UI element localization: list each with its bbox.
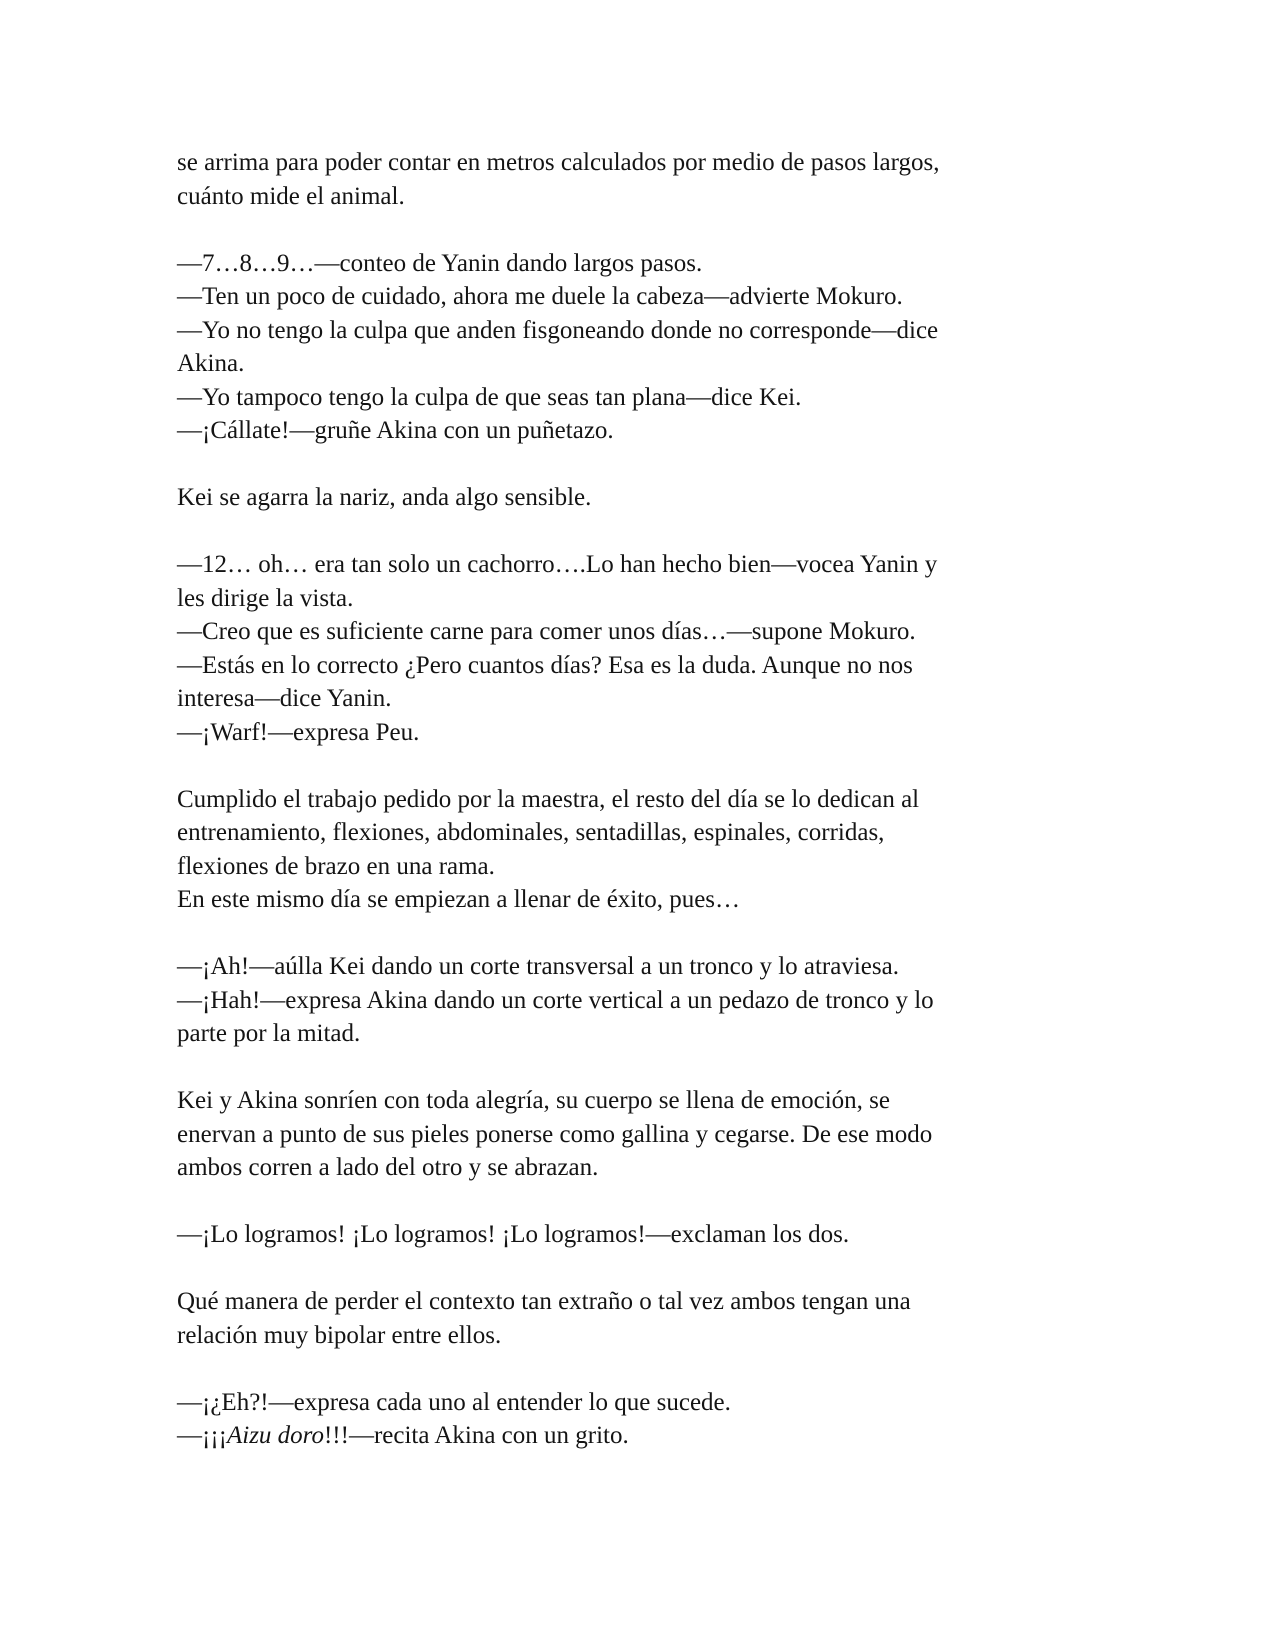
dialogue-line: Akina.: [177, 350, 245, 377]
paragraph: [177, 1285, 1087, 1352]
text-line: enervan a punto de sus pieles ponerse como gallina y cegarse. De ese modo: [177, 1120, 933, 1148]
dialogue-line: —7…8…9…—conteo de Yanin dando largos pasos.: [177, 249, 703, 277]
dialogue-line: —¡Warf!—expresa Peu.: [177, 718, 420, 746]
text-line: flexiones de brazo en una rama.: [177, 852, 495, 880]
dialogue-line: —¡Cállate!—gruñe Akina con un puñetazo.: [177, 417, 614, 444]
text-line: entrenamiento, flexiones, abdominales, sentadillas, espinales, corridas,: [177, 819, 885, 846]
dialogue-line: —¡Ah!—aúlla Kei dando un corte transversal a un tronco y lo atraviesa.: [177, 953, 899, 980]
dialogue-prefix: —¡¡¡: [177, 1422, 227, 1449]
text-line: En este mismo día se empiezan a llenar de éxito, pues…: [177, 886, 741, 913]
dialogue-line: —¡¿Eh?!—expresa cada uno al entender lo que sucede.: [177, 1388, 731, 1416]
dialogue-line: —Creo que es suficiente carne para comer unos días…—supone Mokuro.: [177, 618, 916, 645]
paragraph: [177, 1386, 1087, 1453]
story-text: [177, 146, 1087, 1486]
dialogue-line: —12… oh… era tan solo un cachorro….Lo han hecho bien—vocea Yanin y: [177, 551, 938, 578]
text-line: Kei se agarra la nariz, anda algo sensible.: [177, 484, 592, 511]
dialogue-line: —¡Hah!—expresa Akina dando un corte vertical a un pedazo de tronco y lo: [177, 986, 934, 1014]
dialogue-suffix: !!!—recita Akina con un grito.: [323, 1422, 629, 1449]
dialogue-line: —Yo tampoco tengo la culpa de que seas tan plana—dice Kei.: [177, 383, 802, 411]
paragraph: [177, 548, 1087, 749]
paragraph: [177, 1084, 1087, 1185]
text-line: cuánto mide el animal.: [177, 182, 405, 210]
text-line: Kei y Akina sonríen con toda alegría, su cuerpo se llena de emoción, se: [177, 1087, 890, 1114]
dialogue-line: —¡Lo logramos! ¡Lo logramos! ¡Lo logramos!—exclaman los dos.: [177, 1221, 850, 1248]
dialogue-line: —Estás en lo correcto ¿Pero cuantos días? Esa es la duda. Aunque no nos: [177, 651, 913, 679]
dialogue-line: les dirige la vista.: [177, 584, 354, 612]
dialogue-line: interesa—dice Yanin.: [177, 685, 392, 712]
paragraph: [177, 481, 1087, 515]
dialogue-line: —Yo no tengo la culpa que anden fisgoneando donde no corresponde—dice: [177, 316, 939, 344]
text-line: Cumplido el trabajo pedido por la maestra, el resto del día se lo dedican al: [177, 785, 920, 813]
dialogue-line: [177, 1419, 1087, 1453]
dialogue-line: —Ten un poco de cuidado, ahora me duele la cabeza—advierte Mokuro.: [177, 283, 903, 310]
paragraph: [177, 146, 1087, 213]
text-line: relación muy bipolar entre ellos.: [177, 1321, 502, 1349]
paragraph: [177, 950, 1087, 1051]
text-line: Qué manera de perder el contexto tan extraño o tal vez ambos tengan una: [177, 1288, 911, 1315]
paragraph: [177, 247, 1087, 448]
text-line: ambos corren a lado del otro y se abrazan.: [177, 1154, 599, 1181]
text-line: se arrima para poder contar en metros calculados por medio de pasos largos,: [177, 149, 940, 176]
paragraph: [177, 783, 1087, 917]
dialogue-line: parte por la mitad.: [177, 1020, 361, 1047]
italic-spell-name: Aizu doro: [226, 1422, 324, 1449]
paragraph: [177, 1218, 1087, 1252]
